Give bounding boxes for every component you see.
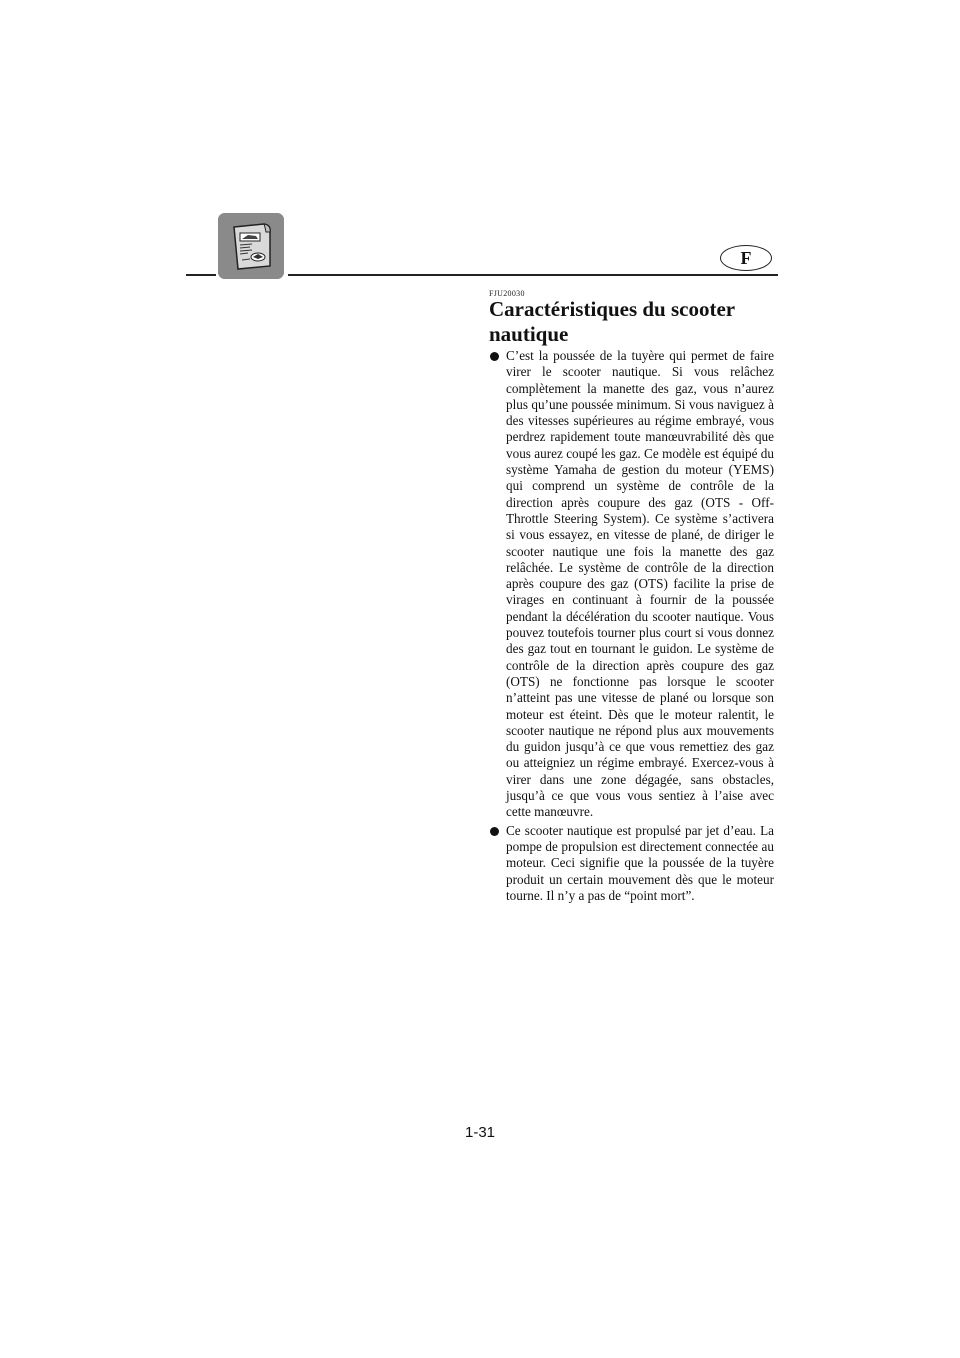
bullet-icon: [490, 352, 499, 361]
list-item: [489, 823, 774, 904]
page-number: 1-31: [464, 1124, 496, 1141]
header-rule-left: [186, 274, 216, 276]
manual-book-icon: [218, 213, 284, 279]
bullet-icon: [490, 827, 499, 836]
bullet-list: [489, 348, 774, 906]
language-badge: F: [720, 245, 772, 271]
list-item: [489, 348, 774, 821]
header-rule-right: [288, 274, 778, 276]
section-code: FJU20030: [489, 289, 525, 298]
bullet-text: Ce scooter nautique est propulsé par jet d’eau. La pompe de propulsion est directement connectée au moteur. Ceci signifie que la poussée de la tuyère produit un certain mouvement dès que le moteur tourne. Il n’y a pas de “point mort”.: [506, 822, 774, 903]
section-title: Caractéristiques du scooter nautique: [489, 297, 735, 346]
bullet-text: C’est la poussée de la tuyère qui permet de faire virer le scooter nautique. Si vous relâchez complètement la manette des gaz, vous n’aurez plus qu’une poussée minimum. Si vous naviguez à des vitesses supérieures au régime embrayé, vous perdrez rapidement toute manœuvrabilité dès que vous aurez coupé les gaz. Ce modèle est équipé du système Yamaha de gestion du moteur (YEMS) qui comprend un système de contrôle de la direction après coupure des gaz (OTS - Off-Throttle Steering System). Ce système s’activera si vous essayez, en vitesse de plané, de diriger le scooter nautique une fois la manette des gaz relâchée. Le système de contrôle de la direction après coupure des gaz (OTS) facilite la prise de virages en continuant à fournir de la poussée pendant la décélération du scooter nautique. Vous pouvez toutefois tourner plus court si vous donnez des gaz tout en tournant le guidon. Le système de contrôle de la direction après coupure des gaz (OTS) ne fonctionne pas lorsque le scooter n’atteint pas une vitesse de plané ou lorsque son moteur est éteint. Dès que le moteur ralentit, le scooter nautique ne répond plus aux mouvements du guidon jusqu’à ce que vous remettiez des gaz ou atteigniez un régime embrayé. Exercez-vous à virer dans une zone dégagée, sans obstacles, jusqu’à ce que vous vous sentiez à l’aise avec cette manœuvre.: [506, 348, 774, 820]
